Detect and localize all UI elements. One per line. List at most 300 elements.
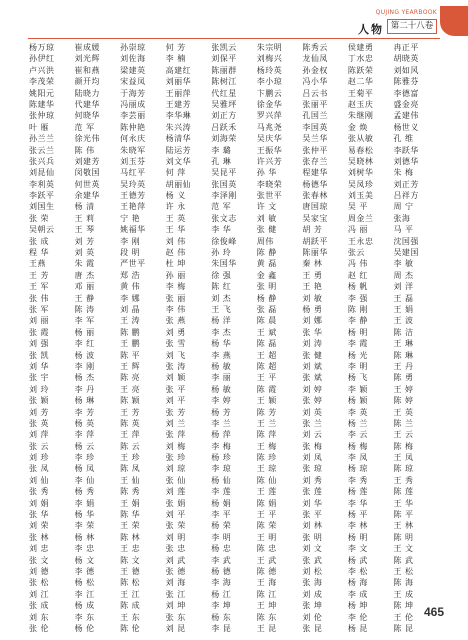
person-name: 陈 平 [120,350,141,360]
person-name: 赵 伟 [165,248,186,258]
person-name: 李 德 [74,566,95,576]
person-name: 王永忠 [347,236,374,246]
person-name: 李芸丽 [120,111,146,121]
person-name: 张 珍 [165,453,186,463]
person-name: 李 凤 [347,453,368,463]
person-name: 陈丽华 [302,248,328,258]
person-name: 刘 涛 [302,339,323,349]
person-name: 张 德 [165,566,186,576]
person-name: 孔 维 [393,134,414,144]
person-name: 陆晓力 [74,88,101,98]
person-name: 代红星 [211,88,237,98]
person-name: 陈秀云 [302,43,328,52]
person-name: 张 松 [29,578,50,588]
person-name: 唐 杰 [74,270,95,280]
person-name: 陈 成 [120,601,141,611]
person-name: 刘 兰 [165,418,186,428]
person-name: 李泽刚 [211,191,237,201]
person-name: 张 坤 [302,601,323,611]
person-name: 李 萍 [74,430,95,440]
person-name: 杨 海 [347,578,368,588]
person-name: 刘 婷 [302,384,323,394]
person-name: 陈 兰 [393,418,414,428]
person-name: 张国英 [211,179,237,189]
person-name: 李 强 [347,293,368,303]
person-name: 刘 敏 [302,293,323,303]
person-name: 李 颖 [347,384,368,394]
person-name: 陈 华 [120,510,141,520]
person-name: 杨 芳 [211,407,232,417]
person-name: 杨万琼 [29,43,55,52]
person-name: 刘佐海 [120,54,146,64]
person-name: 王 磊 [393,293,414,303]
person-name: 杨 帆 [347,282,368,292]
person-name: 刘 萍 [29,430,50,440]
person-name: 严世平 [120,259,146,269]
person-name: 颜开均 [74,77,101,87]
person-name: 姚阳元 [29,88,55,98]
person-name: 李 丽 [211,373,232,383]
person-name: 张 华 [302,327,323,337]
person-name: 王 成 [393,589,414,599]
person-name: 杨 义 [165,191,186,201]
person-name: 王 飞 [211,304,232,314]
person-name: 张 秀 [29,487,50,497]
person-name: 李 军 [74,316,95,326]
person-name: 王艳萍 [120,202,146,212]
person-name: 刘 强 [29,339,50,349]
person-name: 张 芳 [165,407,186,417]
person-name: 刘 晶 [120,304,141,314]
person-name: 杨 荣 [211,521,232,531]
person-name: 李 忠 [74,544,95,554]
person-name: 刘正芳 [393,179,419,189]
person-name: 杨 清 [74,202,95,212]
person-name: 王 云 [393,430,414,440]
person-name: 张 颖 [29,396,50,406]
person-name: 刘 英 [302,407,323,417]
person-name: 段 明 [120,248,141,258]
person-name: 杨 华 [211,339,232,349]
person-name: 张 莲 [302,487,323,497]
person-name: 杨 琼 [347,464,368,474]
person-name: 吴玲英 [120,179,146,189]
person-name: 李 珍 [74,453,95,463]
person-name: 刘 东 [29,612,50,622]
chapter-label: 第二十八卷 [387,19,437,34]
person-name: 张 成 [29,236,50,246]
person-name: 吴凤珍 [347,179,374,189]
person-name: 张 兰 [302,418,323,428]
person-name: 李 梅 [211,441,232,451]
person-name: 李 刚 [74,361,95,371]
person-name: 陈跃荣 [347,65,374,75]
person-name: 刘 玲 [29,384,50,394]
person-name: 陈丽群 [211,65,237,75]
person-name: 冯小华 [302,77,328,87]
person-name: 杨 丽 [74,327,95,337]
person-name: 朱继刚 [347,111,374,121]
person-name: 刘 杰 [211,293,232,303]
person-name: 杨 坤 [347,601,368,611]
person-name: 李 松 [347,566,368,576]
person-name: 陈 秀 [120,487,141,497]
person-name: 刘 武 [165,555,186,565]
person-name: 陈 珍 [256,453,277,463]
person-name: 赵玉庆 [347,99,374,109]
person-name: 陈 芳 [256,407,277,417]
person-name: 李华琳 [165,111,192,121]
person-name: 孙金权 [302,65,328,75]
person-name: 宁 艳 [120,213,141,223]
person-name: 陈 磊 [256,339,277,349]
person-name: 刘 华 [302,498,323,508]
person-name: 陈 江 [256,589,277,599]
person-name: 李晓荣 [256,179,283,189]
person-name: 刘如风 [393,65,419,75]
person-name: 李 文 [347,544,368,554]
person-name: 刘 伦 [302,612,323,622]
person-name: 张 荣 [165,521,186,531]
person-name: 张 明 [256,282,277,292]
person-name: 张 荣 [29,213,50,223]
person-name: 金 焕 [347,122,368,132]
person-name: 李 芳 [74,407,95,417]
section-title: 人物 [358,23,384,36]
person-name: 王 仙 [120,475,141,485]
person-name: 陈 英 [120,418,141,428]
person-name: 刘树华 [347,168,374,178]
person-name: 杨 梅 [347,441,368,451]
person-name: 王 武 [256,555,277,565]
person-name: 李 海 [211,578,232,588]
person-name: 朱 霞 [74,259,95,269]
person-name: 刘海荣 [211,134,237,144]
person-name: 王 秀 [393,475,414,485]
person-name: 崔成媛 [74,43,101,52]
person-name: 王 涛 [120,316,141,326]
person-name: 代建华 [74,99,101,109]
person-name: 陈 荣 [256,521,277,531]
person-name: 刘 成 [302,589,323,599]
person-name: 徐 强 [211,270,232,280]
person-name: 李跃平 [29,191,55,201]
person-name: 马兆尧 [256,122,283,132]
person-name: 王德芳 [120,191,146,201]
person-name: 李 霞 [347,339,368,349]
person-name: 张 健 [302,350,323,360]
person-name: 杨 忠 [211,544,232,554]
person-name: 侯建勇 [347,43,374,52]
person-name: 刘 云 [302,430,323,440]
person-name: 张 丽 [165,293,186,303]
person-name: 陈 静 [256,248,277,258]
person-name: 龙仙凤 [302,54,328,64]
person-name: 黄 磊 [256,259,277,269]
person-name: 王 斌 [256,327,277,337]
person-name: 王 莲 [256,487,277,497]
person-name: 吕云书 [302,88,328,98]
person-name: 李 丹 [74,384,95,394]
person-name: 刘丽华 [165,77,192,87]
person-name: 陈 琼 [393,464,414,474]
person-name: 吴建国 [393,248,419,258]
person-name: 王 娟 [393,304,414,314]
person-name: 李 英 [347,407,368,417]
person-name: 张 英 [29,418,50,428]
person-name: 沈国强 [393,236,419,246]
person-name: 张丽平 [302,99,328,109]
person-name: 张 成 [29,601,50,611]
person-name: 孙 丽 [165,270,186,280]
person-name: 闵敬国 [74,168,101,178]
person-name: 陈 婷 [393,396,414,406]
person-name: 李 娟 [74,498,95,508]
person-name: 陈 平 [393,510,414,520]
person-name: 王 林 [393,521,414,531]
person-name: 于海芳 [120,88,146,98]
person-name: 孙 华 [256,168,277,178]
person-name: 张 燕 [165,316,186,326]
person-name: 杨 昆 [347,623,368,633]
person-name: 王 英 [393,407,414,417]
person-name: 陈 莲 [393,487,414,497]
person-name: 吴雅坪 [211,99,237,109]
person-name: 刘保平 [211,54,237,64]
person-name: 张 华 [29,510,50,520]
person-name: 许 文 [256,202,277,212]
page-number: 465 [423,605,444,619]
header-rule [28,38,440,39]
person-name: 陈 德 [256,566,277,576]
person-name: 王 昆 [256,623,277,633]
person-name: 王 萍 [120,430,141,440]
person-name: 宋益凤 [120,77,146,87]
person-name: 胡丽仙 [165,179,192,189]
person-name: 陈 松 [120,578,141,588]
person-name: 杨 英 [74,418,95,428]
person-name: 杨 德 [211,566,232,576]
person-name: 杨 兰 [347,418,368,428]
person-name: 刘 华 [29,361,50,371]
person-name: 杨 勇 [302,304,323,314]
person-name: 杨 松 [74,578,95,588]
person-name: 何 萍 [165,168,186,178]
person-name: 杨 武 [347,555,368,565]
person-name: 杨 娟 [211,498,232,508]
person-name: 何 芳 [165,43,186,52]
person-name: 杨 萍 [211,430,232,440]
person-name: 吕跃禾 [211,122,237,132]
person-name: 刘 平 [165,510,186,520]
person-name: 陈建华 [29,99,55,109]
person-name: 陈 忠 [256,544,277,554]
person-name: 吴庆华 [256,134,283,144]
person-name: 王 琴 [74,225,95,235]
person-name: 李 娜 [120,293,141,303]
person-name: 王 江 [120,589,141,599]
person-name: 陈 林 [120,532,141,542]
person-name: 刘 昆 [165,623,186,633]
person-name: 周金兰 [347,213,374,223]
person-name: 范 军 [211,202,232,212]
person-name: 赵 红 [347,270,368,280]
person-name: 陈 琳 [393,350,414,360]
person-name: 杨 静 [256,293,277,303]
person-name: 刘国生 [29,202,55,212]
person-name: 陈 亮 [120,373,141,383]
person-name: 孟建伟 [393,111,419,121]
person-name: 朱兴涛 [165,122,192,132]
person-name: 王 平 [256,373,277,383]
person-name: 盛金亮 [393,99,419,109]
person-name: 刘 洋 [393,282,414,292]
person-name: 陈 海 [393,578,414,588]
person-name: 孙崇琼 [120,43,146,52]
person-name: 张 海 [302,578,323,588]
person-name: 李 华 [347,498,368,508]
person-name: 王 华 [165,225,186,235]
person-name: 陈 颖 [120,396,141,406]
person-name: 杨 琳 [74,396,95,406]
person-name: 罗兴萍 [256,111,283,121]
person-name: 孙兰兰 [29,134,55,144]
person-name: 陈 伦 [120,623,141,633]
person-name: 刘正方 [211,111,237,121]
person-name: 杨 成 [74,601,95,611]
person-name: 陈 坤 [393,601,414,611]
person-name: 李跃华 [393,145,419,155]
person-name: 杨 敏 [211,361,232,371]
person-name: 吴家宝 [302,213,328,223]
person-name: 刘 莲 [165,487,186,497]
person-name: 杨 林 [74,532,95,542]
person-name: 杨 文 [74,555,95,565]
person-name: 王 文 [393,544,414,554]
person-name: 李 楠 [165,54,186,64]
person-name: 王 鹏 [120,339,141,349]
person-name: 王 芳 [120,407,141,417]
yearbook-english-title: QUJING YEARBOOK [375,9,437,16]
person-name: 刘 娟 [29,498,50,508]
person-name: 王 莉 [74,213,95,223]
person-name: 张 涛 [165,361,186,371]
person-name: 李 坤 [211,601,232,611]
person-name: 陈 晨 [256,316,277,326]
person-name: 王建芳 [165,99,192,109]
person-name: 杨清华 [165,134,192,144]
person-name: 徐金华 [256,99,283,109]
person-name: 李茂荣 [29,77,55,87]
person-name: 陈仲艳 [120,122,146,132]
person-name: 刘 秀 [302,475,323,485]
person-name: 王 军 [29,282,50,292]
person-name: 张海 [393,213,411,223]
person-name: 杨 东 [211,612,232,622]
person-name: 张文志 [211,213,237,223]
person-name: 王 海 [256,578,277,588]
person-name: 陈 霞 [256,384,277,394]
person-name: 王 松 [393,566,414,576]
person-name: 杨 华 [74,510,95,520]
person-name: 刘建芳 [74,156,101,166]
person-name: 张 健 [256,225,277,235]
person-name: 刘 娜 [302,316,323,326]
person-name: 王 娟 [120,498,141,508]
person-name: 张 磊 [256,304,277,314]
person-name: 陈 武 [393,555,414,565]
person-name: 李 武 [211,555,232,565]
person-name: 王丽萍 [165,88,192,98]
person-name: 王 平 [256,510,277,520]
person-name: 刘文华 [165,156,192,166]
person-name: 许兴芳 [256,156,283,166]
person-name: 李 明 [347,361,368,371]
person-name: 王 德 [120,566,141,576]
person-name: 胡跃平 [302,236,328,246]
person-name: 赵二华 [347,77,374,87]
person-name: 徐俊峰 [211,236,237,246]
person-name: 杨 平 [347,510,368,520]
person-name: 杨 伦 [74,623,95,633]
person-name: 张仲平 [302,145,328,155]
person-name: 郑 浩 [120,270,141,280]
person-name: 陈 红 [211,282,232,292]
person-name: 王 静 [74,293,95,303]
person-name: 张 忠 [165,544,186,554]
person-name: 王 亮 [120,384,141,394]
person-name: 杨德华 [302,179,328,189]
person-name: 王 华 [393,498,414,508]
person-name: 杜 坤 [165,259,186,269]
person-name: 徐光伟 [74,134,101,144]
person-name: 杨 飞 [347,373,368,383]
person-name: 刘玉芬 [120,156,146,166]
person-name: 张 云 [29,441,50,451]
person-name: 邓 丽 [74,282,95,292]
person-name: 李 兰 [211,418,232,428]
person-name: 孔国兰 [302,111,328,121]
person-name: 王 波 [393,316,414,326]
person-name: 张 平 [302,510,323,520]
person-name: 杨 仙 [211,475,232,485]
person-name: 朱晓军 [120,145,146,155]
person-name: 张 梅 [302,441,323,451]
person-name: 陈树江 [211,77,237,87]
person-name: 周 杰 [393,270,414,280]
person-name: 陈 刚 [347,304,368,314]
person-name: 张 东 [165,612,186,622]
person-name: 吴晓林 [347,156,374,166]
person-name: 张 娟 [165,498,186,508]
person-name: 卢兴洪 [29,65,55,75]
person-name: 陈 勇 [393,373,414,383]
person-name: 李 仙 [74,475,95,485]
person-name: 刘 伟 [165,236,186,246]
person-name: 李 华 [211,225,232,235]
person-name: 孔 琳 [211,156,232,166]
person-name: 王 勇 [302,270,323,280]
person-name: 王 忠 [120,544,141,554]
person-name: 王 艳 [302,282,323,292]
person-name: 姚福华 [120,225,146,235]
person-name: 杨 洋 [211,316,232,326]
person-name: 刘德华 [393,156,419,166]
person-name: 刘 明 [165,532,186,542]
person-name: 杨 明 [347,532,368,542]
person-name: 许 永 [165,202,186,212]
person-name: 李 伟 [165,304,186,314]
